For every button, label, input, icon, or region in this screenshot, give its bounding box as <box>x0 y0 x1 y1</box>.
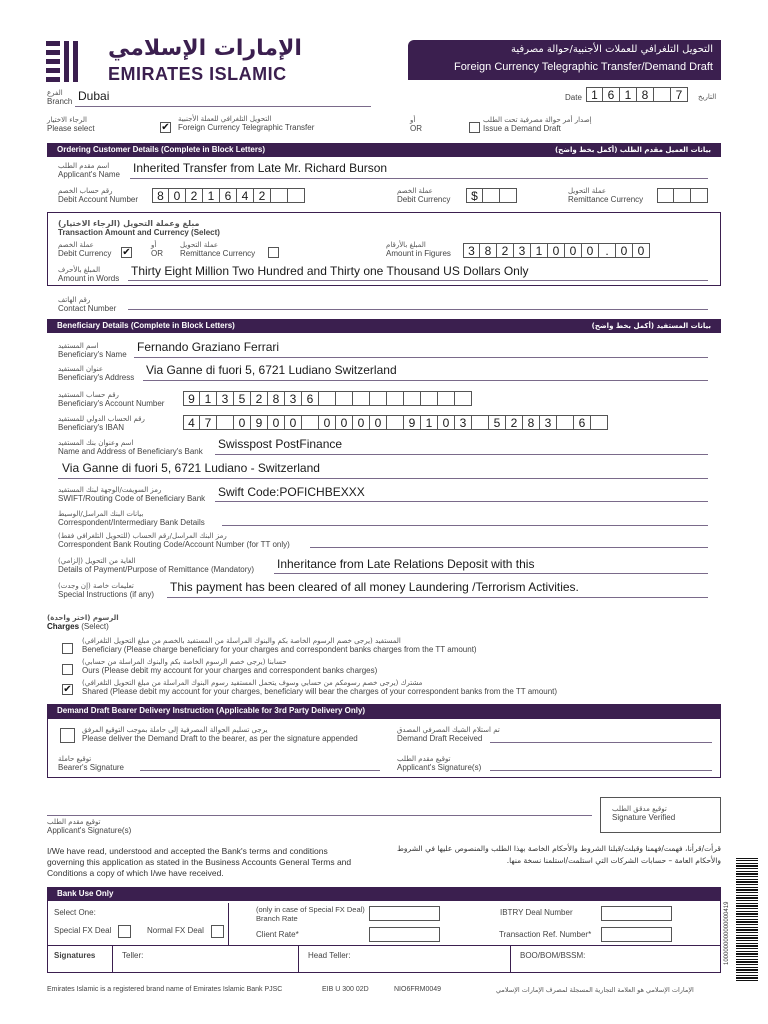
iban-digit-box[interactable] <box>591 415 608 430</box>
tx-remittance-currency-checkbox[interactable] <box>268 247 279 258</box>
beneficiary-account-digit-box[interactable] <box>455 391 472 406</box>
signatures-label: Signatures <box>54 951 96 960</box>
client-rate-label: Client Rate* <box>256 930 299 939</box>
title-arabic: التحويل التلغرافي للعملات الأجنبية/حوالة مصرفية <box>511 44 713 55</box>
branch-label: الفرع Branch <box>47 89 73 106</box>
draft-deliver-label: يرجى تسليم الحوالة المصرفية إلى حاملة بموجب التوقيع المرفق Please deliver the Demand Draft to the bearer, as per the signature appended <box>82 726 358 743</box>
swift-label: رمز السويفت/الوجهة لبنك المستفيد SWIFT/Routing Code of Beneficiary Bank <box>58 486 206 503</box>
tx-debit-currency-label: عملة الخصم Debit Currency <box>58 241 112 258</box>
beneficiary-name-value[interactable]: Fernando Graziano Ferrari <box>137 340 280 354</box>
draft-section-header: Demand Draft Bearer Delivery Instruction (Applicable for 3rd Party Delivery Only) <box>47 704 721 718</box>
remittance-currency-field[interactable] <box>657 188 708 203</box>
branch-rate-label: (only in case of Special FX Deal) Branch Rate <box>256 905 365 923</box>
draft-applicant-signature-label: توقيع مقدم الطلب Applicant's Signature(s) <box>397 755 482 772</box>
bank-use-divider <box>228 903 229 945</box>
boo-label: BOO/BOM/BSSM: <box>520 951 586 960</box>
iban-digit-box[interactable] <box>387 415 404 430</box>
beneficiary-account-digit-box[interactable] <box>421 391 438 406</box>
amount-digit-box[interactable]: 0 <box>548 243 565 258</box>
date-field[interactable] <box>586 87 688 102</box>
iban-digit-box[interactable] <box>217 415 234 430</box>
date-digit-box[interactable]: 1 <box>586 87 603 102</box>
special-fx-checkbox[interactable] <box>118 925 131 938</box>
draft-deliver-checkbox[interactable] <box>60 728 75 743</box>
footer-arabic: الإمارات الإسلامي هو العلامة التجارية المسجلة لمصرف الإمارات الإسلامي <box>496 986 694 994</box>
iban-digit-box[interactable]: 3 <box>455 415 472 430</box>
date-digit-box[interactable]: 1 <box>620 87 637 102</box>
amount-figures-label: المبلغ بالأرقام Amount in Figures <box>386 241 451 258</box>
debit-account-digit-box[interactable] <box>288 188 305 203</box>
correspondent-code-label: رمز البنك المراسل/رقم الحساب (للتحويل التلغرافي فقط) Correspondent Bank Routing Code/Account Number (for TT only) <box>58 532 290 549</box>
ordering-section-header: Ordering Customer Details (Complete in Block Letters) بيانات العميل مقدم الطلب (أكمل بخط واضح) <box>47 143 721 157</box>
debit-currency-box[interactable] <box>483 188 500 203</box>
remittance-currency-box[interactable] <box>657 188 674 203</box>
signature-verified-label: توقيع مدقق الطلب Signature Verified <box>612 805 676 822</box>
iban-digit-box[interactable]: 0 <box>285 415 302 430</box>
tx-remittance-currency-label: عملة التحويل Remittance Currency <box>180 241 256 258</box>
beneficiary-account-digit-box[interactable] <box>336 391 353 406</box>
debit-currency-field[interactable] <box>466 188 517 203</box>
beneficiary-address-label: عنوان المستفيد Beneficiary's Address <box>58 365 135 382</box>
debit-account-digit-box[interactable]: 6 <box>220 188 237 203</box>
title-english: Foreign Currency Telegraphic Transfer/Demand Draft <box>453 61 713 73</box>
iban-digit-box[interactable]: 3 <box>540 415 557 430</box>
amount-digit-box[interactable]: 0 <box>616 243 633 258</box>
purpose-value[interactable]: Inheritance from Late Relations Deposit with this <box>277 557 535 571</box>
logo-english: EMIRATES ISLAMIC <box>108 64 287 84</box>
beneficiary-account-digit-box[interactable]: 5 <box>234 391 251 406</box>
amount-digit-box[interactable]: 1 <box>531 243 548 258</box>
debit-account-digit-box[interactable]: 8 <box>152 188 169 203</box>
draft-received-label: تم استلام الشيك المصرفي المصدق Demand Draft Received <box>397 726 500 743</box>
debit-account-digit-box[interactable]: 4 <box>237 188 254 203</box>
txn-ref-field[interactable] <box>601 927 672 942</box>
iban-digit-box[interactable]: 9 <box>404 415 421 430</box>
beneficiary-address-value[interactable]: Via Ganne di fuori 5, 6721 Ludiano Switzerland <box>146 363 397 377</box>
applicant-label: اسم مقدم الطلب Applicant's Name <box>58 162 120 179</box>
date-digit-box[interactable]: 6 <box>603 87 620 102</box>
transaction-title: مبلغ وعملة التحويل (الرجاء الاختيار) Transaction Amount and Currency (Select) <box>58 219 220 237</box>
beneficiary-account-digit-box[interactable] <box>353 391 370 406</box>
barcode-icon <box>736 858 758 981</box>
footer-code-2: NIO6FRM0049 <box>394 986 442 993</box>
beneficiary-account-digit-box[interactable] <box>387 391 404 406</box>
swift-value[interactable]: Swift Code:POFICHBEXXX <box>218 485 365 499</box>
debit-account-label: رقم حساب الخصم Debit Account Number <box>58 187 139 204</box>
beneficiary-account-digit-box[interactable]: 9 <box>183 391 200 406</box>
charges-shared-label: مشترك (يرجى خصم رسومكم من حسابي وسوف يتحمل المستفيد رسوم البنوك المراسلة من مبلغ التحويل التلغرافي) Shared (Please debit my account for your charges, beneficiary will bear the charges of your correspondent banks from the TT amount) <box>82 679 558 696</box>
iban-digit-box[interactable]: 1 <box>421 415 438 430</box>
amount-digit-box[interactable]: 0 <box>633 243 650 258</box>
correspondent-label: بيانات البنك المراسل/الوسيط Correspondent/Intermediary Bank Details <box>58 510 205 527</box>
debit-currency-box[interactable] <box>500 188 517 203</box>
iban-digit-box[interactable]: 4 <box>183 415 200 430</box>
txn-ref-label: Transaction Ref. Number* <box>499 930 592 939</box>
tt-option-label: التحويل التلغرافي للعملة الأجنبية Foreign Currency Telegraphic Transfer <box>178 115 315 132</box>
amount-digit-box[interactable]: 3 <box>514 243 531 258</box>
amount-words-label: المبلغ بالأحرف Amount in Words <box>58 266 120 283</box>
sig-divider-3 <box>510 945 511 973</box>
charges-beneficiary-label: المستفيد (يرجى خصم الرسوم الخاصة بكم والبنوك المراسلة من المستفيد بالخصم من مبلغ التحويل التلغرافي) Beneficiary (Please charge beneficiary for your charges and correspondent banks charges from the TT amount) <box>82 637 477 654</box>
beneficiary-account-digit-box[interactable] <box>404 391 421 406</box>
beneficiary-bank-label: اسم وعنوان بنك المستفيد Name and Address of Beneficiary's Bank <box>58 439 203 456</box>
amount-digit-box[interactable]: 8 <box>480 243 497 258</box>
debit-account-field[interactable] <box>152 188 305 203</box>
title-banner <box>408 40 721 80</box>
beneficiary-bank-address-value[interactable]: Via Ganne di fuori 5, 6721 Ludiano - Switzerland <box>62 461 320 475</box>
amount-digit-box[interactable]: . <box>599 243 616 258</box>
iban-digit-box[interactable]: 7 <box>200 415 217 430</box>
iban-digit-box[interactable]: 0 <box>234 415 251 430</box>
beneficiary-bank-value[interactable]: Swisspost PostFinance <box>218 437 343 451</box>
debit-currency-label: عملة الخصم Debit Currency <box>397 187 451 204</box>
ibtry-field[interactable] <box>601 906 672 921</box>
special-instructions-label: تعليمات خاصة (إن وجدت) Special Instructions (if any) <box>58 582 155 599</box>
logo <box>46 36 318 86</box>
applicant-signature-label: توقيع مقدم الطلب Applicant's Signature(s) <box>47 818 132 835</box>
amount-digit-box[interactable]: 2 <box>497 243 514 258</box>
tx-or-label: أو OR <box>151 241 163 258</box>
remittance-currency-label: عملة التحويل Remittance Currency <box>568 187 644 204</box>
date-label: Date <box>565 93 582 102</box>
please-select-label: الرجاء الاختيار Please select <box>47 116 95 133</box>
beneficiary-account-digit-box[interactable] <box>319 391 336 406</box>
iban-digit-box[interactable]: 6 <box>574 415 591 430</box>
amount-figures-field[interactable] <box>463 243 650 258</box>
beneficiary-iban-field[interactable] <box>183 415 608 430</box>
iban-digit-box[interactable]: 0 <box>336 415 353 430</box>
iban-digit-box[interactable]: 0 <box>319 415 336 430</box>
beneficiary-account-digit-box[interactable]: 1 <box>200 391 217 406</box>
amount-words-value[interactable]: Thirty Eight Million Two Hundred and Thirty one Thousand US Dollars Only <box>131 264 529 278</box>
charges-ours-label: حسابنا (يرجى خصم الرسوم الخاصة بكم والبنوك المراسلة من حسابي) Ours (Please debit my account for your charges and correspondent banks charges) <box>82 658 378 675</box>
debit-account-digit-box[interactable]: 2 <box>186 188 203 203</box>
amount-digit-box[interactable]: 0 <box>565 243 582 258</box>
iban-digit-box[interactable]: 0 <box>353 415 370 430</box>
iban-digit-box[interactable] <box>302 415 319 430</box>
iban-digit-box[interactable]: 2 <box>506 415 523 430</box>
head-teller-label: Head Teller: <box>308 951 351 960</box>
iban-digit-box[interactable]: 8 <box>523 415 540 430</box>
normal-fx-label: Normal FX Deal <box>147 926 204 935</box>
demand-draft-label: إصدار أمر حوالة مصرفية تحت الطلب Issue a Demand Draft <box>483 116 592 133</box>
charges-title: الرسوم (اختر واحدة) Charges (Select) <box>47 614 119 631</box>
beneficiary-section-header: Beneficiary Details (Complete in Block Letters) بيانات المستفيد (أكمل بخط واضح) <box>47 319 721 333</box>
debit-account-digit-box[interactable]: 1 <box>203 188 220 203</box>
beneficiary-name-label: اسم المستفيد Beneficiary's Name <box>58 342 127 359</box>
footer-code-1: EIB U 300 02D <box>322 986 369 993</box>
beneficiary-account-digit-box[interactable]: 6 <box>302 391 319 406</box>
debit-currency-box[interactable]: $ <box>466 188 483 203</box>
beneficiary-iban-label: رقم الحساب الدولي للمستفيد Beneficiary's IBAN <box>58 415 145 432</box>
beneficiary-account-label: رقم حساب المستفيد Beneficiary's Account Number <box>58 391 165 408</box>
demand-draft-checkbox[interactable] <box>469 122 480 133</box>
charges-ours-checkbox[interactable] <box>62 664 73 675</box>
date-digit-box[interactable] <box>654 87 671 102</box>
emirates-islamic-logo-icon <box>46 41 82 83</box>
sig-divider-2 <box>298 945 299 973</box>
date-digit-box[interactable]: 8 <box>637 87 654 102</box>
logo-arabic: الإمارات الإسلامي <box>108 36 302 61</box>
footer-left: Emirates Islamic is a registered brand name of Emirates Islamic Bank PJSC <box>47 986 283 993</box>
bank-use-header: Bank Use Only <box>47 887 721 901</box>
date-label-ar: التاريخ <box>698 93 717 101</box>
select-one-label: Select One: <box>54 908 96 917</box>
tx-debit-currency-checkbox[interactable]: ✔ <box>122 247 131 258</box>
beneficiary-account-digit-box[interactable] <box>438 391 455 406</box>
beneficiary-account-field[interactable] <box>183 391 472 406</box>
beneficiary-account-digit-box[interactable] <box>370 391 387 406</box>
remittance-currency-box[interactable] <box>674 188 691 203</box>
special-fx-label: Special FX Deal <box>54 926 112 935</box>
iban-digit-box[interactable] <box>472 415 489 430</box>
applicant-name-value[interactable]: Inherited Transfer from Late Mr. Richard Burson <box>133 161 388 175</box>
debit-account-digit-box[interactable]: 0 <box>169 188 186 203</box>
charges-beneficiary-checkbox[interactable] <box>62 643 73 654</box>
client-rate-field[interactable] <box>369 927 440 942</box>
iban-digit-box[interactable]: 5 <box>489 415 506 430</box>
iban-digit-box[interactable]: 0 <box>438 415 455 430</box>
contact-number-label: رقم الهاتف Contact Number <box>58 296 117 313</box>
sig-divider-1 <box>112 945 113 973</box>
debit-account-digit-box[interactable]: 2 <box>254 188 271 203</box>
iban-digit-box[interactable]: 0 <box>370 415 387 430</box>
iban-digit-box[interactable] <box>557 415 574 430</box>
beneficiary-account-digit-box[interactable]: 8 <box>268 391 285 406</box>
debit-account-digit-box[interactable] <box>271 188 288 203</box>
beneficiary-account-digit-box[interactable]: 3 <box>285 391 302 406</box>
charges-shared-checkbox[interactable]: ✔ <box>63 684 72 695</box>
terms-arabic: قرأت/قرأنا، فهمت/فهمنا وقبلت/قبلنا الشروط والأحكام الخاصة بهذا الطلب والمنصوص عليها في الشروط والأحكام العامة – حسابات الشركات التي استلمت/استلمنا نسخة منها. <box>397 844 721 865</box>
barcode-text: 1000000000000000419 <box>724 901 730 965</box>
iban-digit-box[interactable]: 0 <box>268 415 285 430</box>
ibtry-label: IBTRY Deal Number <box>500 908 573 917</box>
terms-english: I/We have read, understood and accepted the Bank's terms and conditions governing this application as stated in the Business Accounts General Terms and Conditions a copy of which I/we have received. <box>47 846 352 878</box>
iban-digit-box[interactable]: 9 <box>251 415 268 430</box>
teller-label: Teller: <box>122 951 144 960</box>
or-label: أو OR <box>410 116 422 133</box>
date-digit-box[interactable]: 7 <box>671 87 688 102</box>
branch-rate-field[interactable] <box>369 906 440 921</box>
normal-fx-checkbox[interactable] <box>211 925 224 938</box>
special-instructions-value[interactable]: This payment has been cleared of all money Laundering /Terrorism Activities. <box>170 580 579 594</box>
beneficiary-account-digit-box[interactable]: 2 <box>251 391 268 406</box>
remittance-currency-box[interactable] <box>691 188 708 203</box>
branch-value[interactable]: Dubai <box>78 89 110 103</box>
tt-checkbox[interactable]: ✔ <box>161 122 170 133</box>
bank-use-row-divider <box>47 945 721 946</box>
amount-digit-box[interactable]: 0 <box>582 243 599 258</box>
purpose-label: الغاية من التحويل (إلزامي) Details of Payment/Purpose of Remittance (Mandatory) <box>58 557 255 574</box>
amount-digit-box[interactable]: 3 <box>463 243 480 258</box>
beneficiary-account-digit-box[interactable]: 3 <box>217 391 234 406</box>
bearer-signature-label: توقيع حاملة Bearer's Signature <box>58 755 125 772</box>
